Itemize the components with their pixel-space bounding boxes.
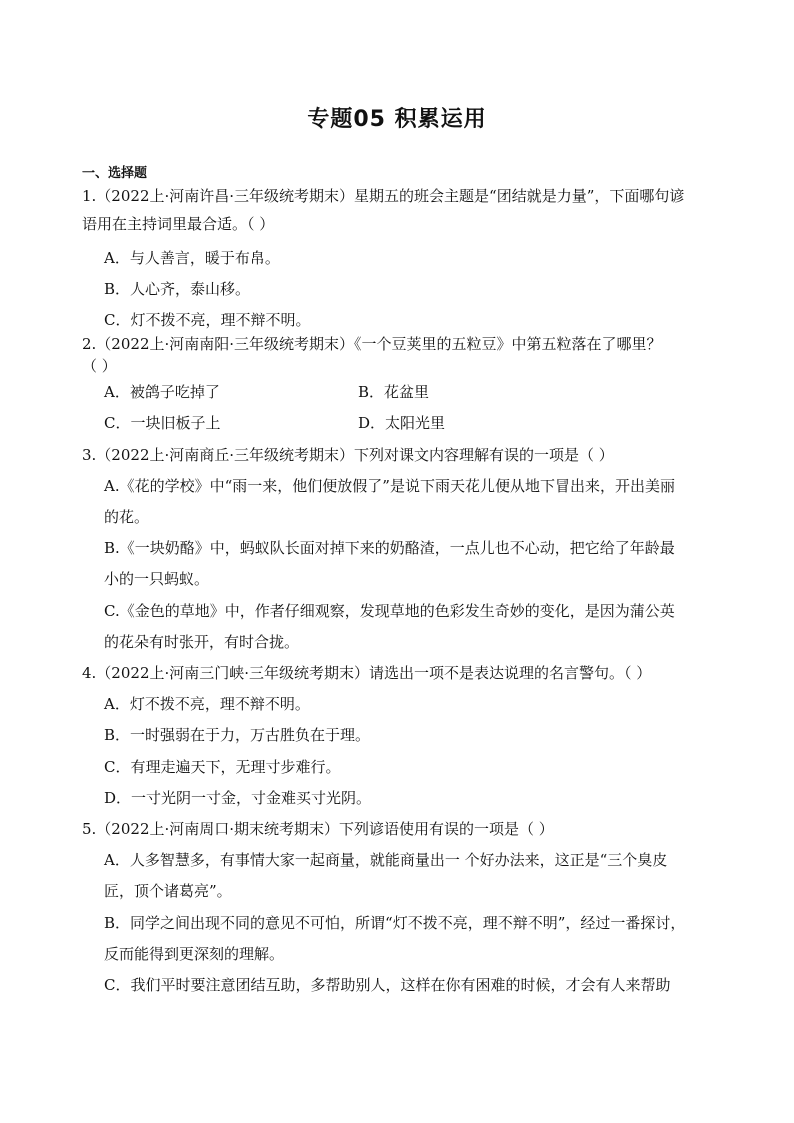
question-1-option-b: B．人心齐，泰山移。 bbox=[104, 280, 251, 298]
section-heading: 一、选择题 bbox=[82, 166, 148, 181]
question-2-line-2: （ ） bbox=[82, 357, 117, 375]
question-4-line-1: 4.（2022上·河南三门峡·三年级统考期末）请选出一项不是表达说理的名言警句。（ ） bbox=[82, 664, 652, 682]
question-3-line-1: 3.（2022上·河南商丘·三年级统考期末）下列对课文内容理解有误的一项是（ ） bbox=[82, 446, 614, 464]
question-5-option-b-line-2: 反而能得到更深刻的理解。 bbox=[104, 945, 285, 963]
question-3-option-b-line-2: 小的一只蚂蚁。 bbox=[104, 570, 210, 588]
question-4-option-b: B．一时强弱在于力，万古胜负在于理。 bbox=[104, 726, 371, 744]
question-2-option-c: C．一块旧板子上 bbox=[104, 414, 221, 432]
page-title: 专题05 积累运用 bbox=[307, 107, 487, 132]
question-5-option-a-line-2: 匠，顶个诸葛亮”。 bbox=[104, 882, 232, 900]
question-2-option-d: D．太阳光里 bbox=[358, 414, 446, 432]
question-1-line-1: 1.（2022上·河南许昌·三年级统考期末）星期五的班会主题是“团结就是力量”，下面哪句谚 bbox=[82, 187, 685, 205]
question-3-option-a-line-2: 的花。 bbox=[104, 508, 150, 526]
question-3-option-c-line-1: C.《金色的草地》中，作者仔细观察，发现草地的色彩发生奇妙的变化，是因为蒲公英 bbox=[104, 602, 675, 620]
question-3-option-b-line-1: B.《一块奶酪》中，蚂蚁队长面对掉下来的奶酪渣，一点儿也不心动，把它给了年龄最 bbox=[104, 539, 675, 557]
question-1-line-2: 语用在主持词里最合适。（ ） bbox=[82, 215, 275, 233]
question-4-option-c: C．有理走遍天下，无理寸步难行。 bbox=[104, 758, 341, 776]
question-5-option-a-line-1: A．人多智慧多，有事情大家一起商量，就能商量出一 个好办法来，这正是“三个臭皮 bbox=[104, 851, 668, 869]
question-2-line-1: 2.（2022上·河南南阳·三年级统考期末）《一个豆荚里的五粒豆》中第五粒落在了哪里？ bbox=[82, 335, 662, 353]
question-2-option-b: B．花盆里 bbox=[358, 383, 430, 401]
question-1-option-a: A．与人善言，暖于布帛。 bbox=[104, 249, 280, 267]
question-5-option-b-line-1: B．同学之间出现不同的意见不可怕，所谓“灯不拨不亮，理不辩不明”，经过一番探讨， bbox=[104, 914, 686, 932]
question-2-option-a: A．被鸽子吃掉了 bbox=[104, 383, 220, 401]
question-4-option-a: A．灯不拨不亮，理不辩不明。 bbox=[104, 695, 310, 713]
question-1-option-c: C．灯不拨不亮，理不辩不明。 bbox=[104, 311, 311, 329]
question-4-option-d: D．一寸光阴一寸金，寸金难买寸光阴。 bbox=[104, 789, 372, 807]
question-3-option-a-line-1: A.《花的学校》中“雨一来，他们便放假了”是说下雨天花儿便从地下冒出来，开出美丽 bbox=[104, 477, 675, 495]
question-3-option-c-line-2: 的花朵有时张开，有时合拢。 bbox=[104, 633, 300, 651]
question-5-line-1: 5.（2022上·河南周口·期末统考期末）下列谚语使用有误的一项是（ ） bbox=[82, 820, 554, 838]
question-5-option-c-line-1: C．我们平时要注意团结互助，多帮助别人，这样在你有困难的时候，才会有人来帮助 bbox=[104, 976, 671, 994]
